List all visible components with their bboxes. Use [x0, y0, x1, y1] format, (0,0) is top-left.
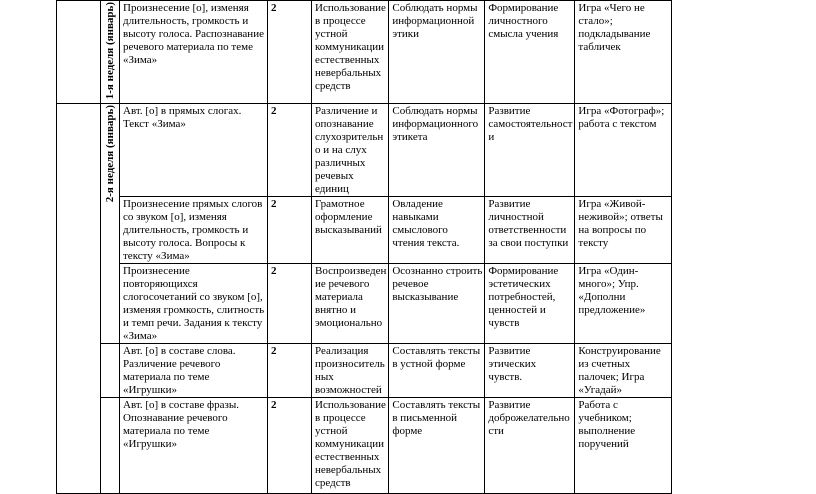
personal-cell: Формирование эстетических потребностей, ценностей и чувств	[485, 264, 575, 344]
game-cell: Игра «Фотограф»; работа с текстом	[575, 104, 672, 197]
personal-cell: Развитие личностной ответственности за свои поступки	[485, 197, 575, 264]
lesson-plan-table	[56, 0, 672, 494]
empty-cell	[101, 398, 120, 494]
game-cell: Конструирование из счетных палочек; Игра «Угадай»	[575, 344, 672, 398]
hours-cell: 2	[268, 104, 312, 197]
activity-cell: Различение и опознавание слухозрительн о и на слух различных речевых единиц	[312, 104, 389, 197]
table-row	[57, 344, 672, 398]
topic-cell: Авт. [о] в прямых слогах. Текст «Зима»	[120, 104, 268, 197]
week-label-cell	[101, 104, 120, 344]
empty-cell	[101, 344, 120, 398]
table-row	[57, 1, 672, 104]
table-row	[57, 104, 672, 197]
communicative-cell: Соблюдать нормы информационной этики	[389, 1, 485, 104]
communicative-cell: Соблюдать нормы информационного этикета	[389, 104, 485, 197]
personal-cell: Развитие доброжелательно сти	[485, 398, 575, 494]
personal-cell: Формирование личностного смысла учения	[485, 1, 575, 104]
activity-cell: Грамотное оформление высказываний	[312, 197, 389, 264]
empty-cell	[57, 1, 101, 104]
activity-cell: Воспроизведен ие речевого материала внятно и эмоционально	[312, 264, 389, 344]
week-label-cell	[101, 1, 120, 104]
communicative-cell: Составлять тексты в письменной форме	[389, 398, 485, 494]
week-label: 1-я неделя (январь)	[104, 2, 116, 100]
week-label: 2-я неделя (январь)	[104, 105, 116, 203]
communicative-cell: Осознанно строить речевое высказывание	[389, 264, 485, 344]
hours-cell: 2	[268, 398, 312, 494]
topic-cell: Произнесение [о], изменяя длительность, громкость и высоту голоса. Распознавание речевого материала по теме «Зима»	[120, 1, 268, 104]
topic-cell: Авт. [о] в составе слова. Различение речевого материала по теме «Игрушки»	[120, 344, 268, 398]
table-row	[57, 197, 672, 264]
hours-cell: 2	[268, 344, 312, 398]
personal-cell: Развитие самостоятельност и	[485, 104, 575, 197]
empty-cell	[57, 104, 101, 494]
game-cell: Игра «Живой-неживой»; ответы на вопросы по тексту	[575, 197, 672, 264]
table-row	[57, 398, 672, 494]
topic-cell: Произнесение повторяющихся слогосочетаний со звуком [о], изменяя громкость, слитность и темп речи. Задания к тексту «Зима»	[120, 264, 268, 344]
game-cell: Игра «Чего не стало»; подкладывание табличек	[575, 1, 672, 104]
table-row	[57, 264, 672, 344]
activity-cell: Использование в процессе устной коммуникации естественных невербальных средств	[312, 398, 389, 494]
hours-cell: 2	[268, 1, 312, 104]
activity-cell: Использование в процессе устной коммуникации естественных невербальных средств	[312, 1, 389, 104]
hours-cell: 2	[268, 264, 312, 344]
personal-cell: Развитие этических чувств.	[485, 344, 575, 398]
communicative-cell: Овладение навыками смыслового чтения текста.	[389, 197, 485, 264]
hours-cell: 2	[268, 197, 312, 264]
game-cell: Игра «Один-много»; Упр. «Дополни предложение»	[575, 264, 672, 344]
activity-cell: Реализация произноситель ных возможностей	[312, 344, 389, 398]
communicative-cell: Составлять тексты в устной форме	[389, 344, 485, 398]
topic-cell: Произнесение прямых слогов со звуком [о], изменяя длительность, громкость и высоту голоса. Вопросы к тексту «Зима»	[120, 197, 268, 264]
topic-cell: Авт. [о] в составе фразы. Опознавание речевого материала по теме «Игрушки»	[120, 398, 268, 494]
game-cell: Работа с учебником; выполнение поручений	[575, 398, 672, 494]
